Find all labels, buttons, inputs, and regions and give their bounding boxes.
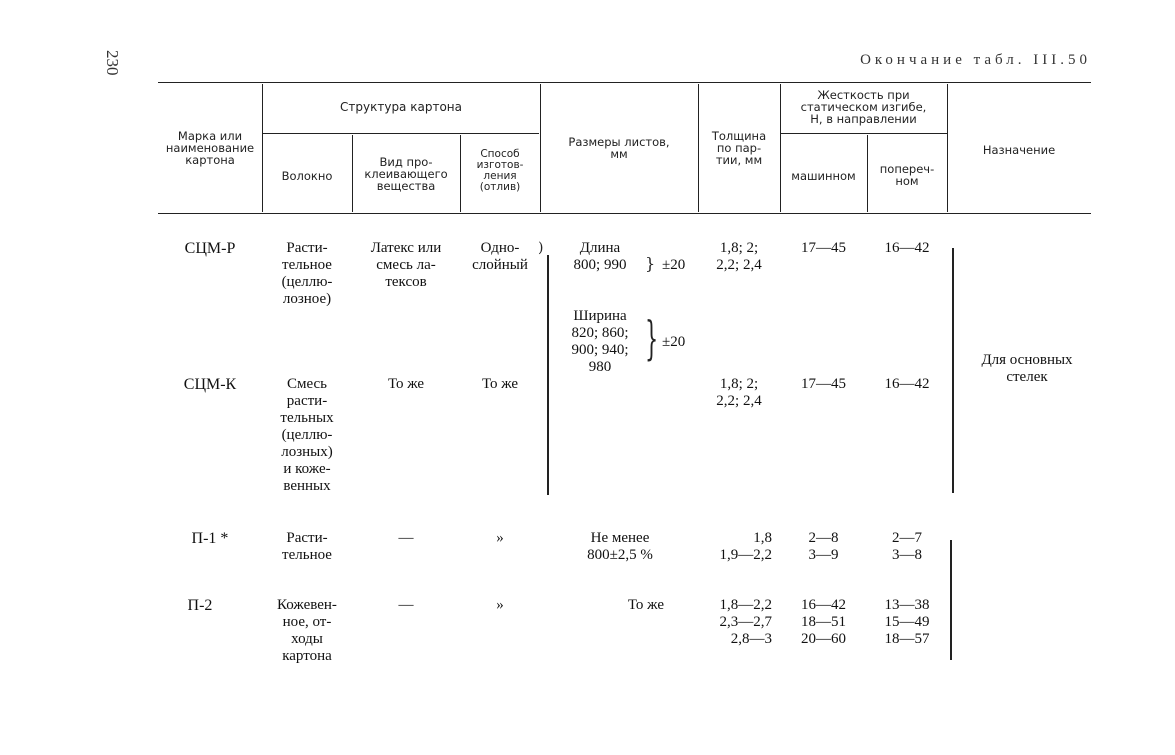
table-row-binder: То же	[387, 376, 425, 392]
table-row-brand: П-1 *	[191, 530, 229, 547]
table-caption: Окончание табл. III.50	[860, 52, 1091, 68]
table-row-machine: 17—45	[801, 376, 846, 392]
table-row-thickness: 1,8; 2; 2,2; 2,4	[716, 376, 762, 409]
table-row-method: »	[496, 597, 504, 613]
table-row-brand: П-2	[187, 597, 213, 614]
header-structure: Структура картона	[340, 100, 462, 114]
page-number: 230	[103, 50, 122, 76]
table-row-cross: 16—42	[884, 240, 930, 256]
table-row-machine: 16—42 18—51 20—60	[801, 597, 846, 647]
stiffness-mid-rule	[780, 133, 947, 134]
length-brace: }	[645, 254, 656, 273]
table-row-fiber: Расти- тельное (целлю- лозное)	[281, 240, 333, 307]
table-row-fiber: Смесь расти- тельных (целлю- лозных) и коже- венных	[280, 376, 334, 494]
table-row-machine: 17—45	[801, 240, 846, 256]
header-binder: Вид про- клеивающего вещества	[364, 155, 448, 193]
header-sizes: Размеры листов, мм	[568, 135, 670, 161]
sizes-open-brace: )	[538, 240, 544, 256]
table-row-binder: Латекс или смесь ла- тексов	[370, 240, 442, 290]
header-mid-rule	[262, 133, 539, 134]
table-row-brand: СЦМ-Р	[184, 240, 236, 257]
table-row-binder: —	[398, 530, 414, 546]
table-row-binder: —	[398, 597, 414, 613]
lower-purpose-bracket	[950, 540, 952, 660]
sizes-length-tolerance: ±20	[662, 257, 686, 273]
header-fiber: Волокно	[281, 169, 333, 183]
header-cross: попереч- ном	[879, 162, 935, 188]
table-row-fiber: Расти- тельное	[282, 530, 332, 563]
table-row-cross: 16—42	[884, 376, 930, 392]
table-row-machine: 2—8 3—9	[808, 530, 839, 563]
table-row-thickness: 1,8—2,2 2,3—2,7 2,8—3	[719, 597, 772, 647]
header-purpose: Назначение	[982, 143, 1056, 157]
sizes-width-values: 820; 860; 900; 940; 980	[571, 325, 629, 375]
table-row-cross: 13—38 15—49 18—57	[884, 597, 930, 647]
sizes-length-values: 800; 990	[573, 257, 627, 273]
table-row-method: »	[496, 530, 504, 546]
sizes-width-label: Ширина	[573, 308, 627, 324]
width-brace: }	[645, 311, 659, 365]
table-row-sizes: Не менее 800±2,5 %	[587, 530, 653, 563]
sizes-length-label: Длина	[579, 240, 621, 256]
header-bottom-rule	[158, 213, 1091, 214]
shared-purpose: Для основных стелек	[981, 352, 1073, 385]
table-row-sizes: То же	[627, 597, 664, 613]
sizes-brace-bar	[547, 255, 549, 495]
table-row-thickness: 1,8; 2; 2,2; 2,4	[716, 240, 762, 273]
purpose-brace-bar	[952, 248, 954, 493]
header-method: Способ изготов- ления (отлив)	[476, 148, 524, 193]
sizes-width-tolerance: ±20	[662, 334, 686, 350]
header-brand: Марка или наименование картона	[165, 129, 255, 167]
table-row-thickness: 1,8 1,9—2,2	[719, 530, 772, 563]
table-row-cross: 2—7 3—8	[892, 530, 922, 563]
header-stiffness: Жесткость при статическом изгибе, Н, в направлении	[800, 88, 927, 126]
table-row-method: Одно- слойный	[472, 240, 528, 273]
table-top-rule	[158, 82, 1091, 83]
table-row-fiber: Кожевен- ное, от- ходы картона	[277, 597, 337, 664]
header-thickness: Толщина по пар- тии, мм	[711, 129, 767, 167]
table-row-brand: СЦМ-К	[183, 376, 237, 393]
table-row-method: То же	[481, 376, 519, 392]
header-machine: машинном	[791, 169, 856, 183]
